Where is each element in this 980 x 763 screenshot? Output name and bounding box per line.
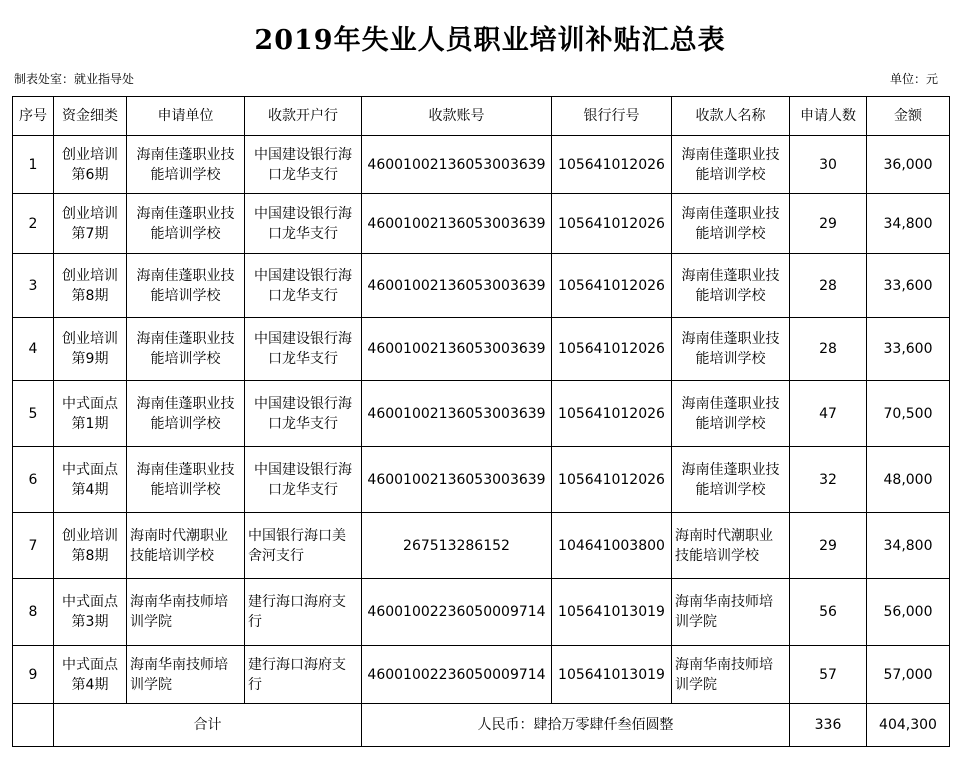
- row-count: 30: [790, 136, 867, 194]
- row-bank-code: 105641012026: [552, 381, 672, 447]
- table-row: [13, 579, 950, 646]
- table-row: [13, 447, 950, 513]
- row-account: 46001002236050009714: [362, 579, 552, 646]
- row-amount: 33,600: [867, 318, 950, 381]
- header-bank-code: 银行行号: [552, 97, 672, 136]
- row-applicant: 海南佳蓬职业技能培训学校: [127, 447, 245, 513]
- row-count: 28: [790, 318, 867, 381]
- prepared-by: 制表处室：就业指导处: [14, 72, 135, 86]
- row-amount: 34,800: [867, 513, 950, 579]
- row-applicant: 海南佳蓬职业技能培训学校: [127, 318, 245, 381]
- row-amount: 33,600: [867, 254, 950, 318]
- row-count: 57: [790, 646, 867, 704]
- row-bank-code: 105641012026: [552, 447, 672, 513]
- total-label: 合计: [54, 704, 362, 747]
- total-amount-words: 人民币：肆拾万零肆仟叁佰圆整: [362, 704, 790, 747]
- row-category: 创业培训 第6期: [54, 136, 127, 194]
- table-row: [13, 646, 950, 704]
- total-count: 336: [790, 704, 867, 747]
- table-row: [13, 318, 950, 381]
- row-count: 29: [790, 194, 867, 254]
- row-no: 3: [13, 254, 54, 318]
- row-account: 46001002236050009714: [362, 646, 552, 704]
- row-amount: 70,500: [867, 381, 950, 447]
- row-bank: 中国建设银行海口龙华支行: [245, 136, 362, 194]
- row-amount: 57,000: [867, 646, 950, 704]
- row-category: 创业培训 第7期: [54, 194, 127, 254]
- row-account: 46001002136053003639: [362, 136, 552, 194]
- row-applicant: 海南华南技师培训学院: [127, 646, 245, 704]
- row-count: 29: [790, 513, 867, 579]
- row-amount: 48,000: [867, 447, 950, 513]
- page-title: 2019年失业人员职业培训补贴汇总表: [254, 25, 726, 56]
- row-count: 32: [790, 447, 867, 513]
- row-payee: 海南佳蓬职业技能培训学校: [672, 318, 790, 381]
- total-row: [13, 704, 950, 747]
- total-amount: 404,300: [867, 704, 950, 747]
- row-account: 46001002136053003639: [362, 381, 552, 447]
- row-category: 创业培训 第8期: [54, 513, 127, 579]
- row-bank-code: 105641012026: [552, 254, 672, 318]
- table-header-row: [13, 97, 950, 136]
- row-no: 6: [13, 447, 54, 513]
- header-count: 申请人数: [790, 97, 867, 136]
- row-bank: 中国建设银行海口龙华支行: [245, 447, 362, 513]
- row-category: 创业培训 第9期: [54, 318, 127, 381]
- row-payee: 海南华南技师培训学院: [672, 579, 790, 646]
- row-applicant: 海南佳蓬职业技能培训学校: [127, 194, 245, 254]
- row-no: 8: [13, 579, 54, 646]
- row-bank: 中国建设银行海口龙华支行: [245, 194, 362, 254]
- row-no: 2: [13, 194, 54, 254]
- header-applicant: 申请单位: [127, 97, 245, 136]
- row-bank-code: 105641012026: [552, 318, 672, 381]
- row-amount: 36,000: [867, 136, 950, 194]
- row-bank: 中国建设银行海口龙华支行: [245, 318, 362, 381]
- row-no: 9: [13, 646, 54, 704]
- row-applicant: 海南佳蓬职业技能培训学校: [127, 136, 245, 194]
- header-category: 资金细类: [54, 97, 127, 136]
- table-row: [13, 254, 950, 318]
- row-no: 5: [13, 381, 54, 447]
- header-amount: 金额: [867, 97, 950, 136]
- row-bank: 建行海口海府支行: [245, 579, 362, 646]
- unit-label: 单位：元: [889, 72, 938, 86]
- row-bank: 中国建设银行海口龙华支行: [245, 254, 362, 318]
- row-amount: 56,000: [867, 579, 950, 646]
- row-category: 中式面点 第3期: [54, 579, 127, 646]
- table-row: [13, 194, 950, 254]
- table-row: [13, 136, 950, 194]
- row-bank-code: 105641013019: [552, 646, 672, 704]
- row-no: 7: [13, 513, 54, 579]
- header-bank: 收款开户行: [245, 97, 362, 136]
- row-bank-code: 104641003800: [552, 513, 672, 579]
- total-blank: [13, 704, 54, 747]
- row-no: 4: [13, 318, 54, 381]
- row-account: 46001002136053003639: [362, 254, 552, 318]
- row-payee: 海南佳蓬职业技能培训学校: [672, 136, 790, 194]
- table-row: [13, 381, 950, 447]
- row-applicant: 海南佳蓬职业技能培训学校: [127, 254, 245, 318]
- row-applicant: 海南佳蓬职业技能培训学校: [127, 381, 245, 447]
- row-bank-code: 105641012026: [552, 194, 672, 254]
- row-bank-code: 105641012026: [552, 136, 672, 194]
- row-bank: 建行海口海府支行: [245, 646, 362, 704]
- row-payee: 海南佳蓬职业技能培训学校: [672, 447, 790, 513]
- row-count: 56: [790, 579, 867, 646]
- subsidy-table: [12, 96, 950, 747]
- row-bank: 中国银行海口美舍河支行: [245, 513, 362, 579]
- row-bank-code: 105641013019: [552, 579, 672, 646]
- row-applicant: 海南华南技师培训学院: [127, 579, 245, 646]
- row-applicant: 海南时代潮职业技能培训学校: [127, 513, 245, 579]
- row-count: 47: [790, 381, 867, 447]
- row-payee: 海南时代潮职业技能培训学校: [672, 513, 790, 579]
- header-account: 收款账号: [362, 97, 552, 136]
- row-account: 267513286152: [362, 513, 552, 579]
- row-payee: 海南佳蓬职业技能培训学校: [672, 254, 790, 318]
- header-no: 序号: [13, 97, 54, 136]
- row-account: 46001002136053003639: [362, 318, 552, 381]
- row-account: 46001002136053003639: [362, 447, 552, 513]
- table-row: [13, 513, 950, 579]
- row-category: 中式面点 第1期: [54, 381, 127, 447]
- header-payee: 收款人名称: [672, 97, 790, 136]
- row-count: 28: [790, 254, 867, 318]
- row-no: 1: [13, 136, 54, 194]
- row-bank: 中国建设银行海口龙华支行: [245, 381, 362, 447]
- row-category: 中式面点 第4期: [54, 646, 127, 704]
- row-category: 中式面点 第4期: [54, 447, 127, 513]
- row-account: 46001002136053003639: [362, 194, 552, 254]
- row-category: 创业培训 第8期: [54, 254, 127, 318]
- row-payee: 海南佳蓬职业技能培训学校: [672, 381, 790, 447]
- row-payee: 海南佳蓬职业技能培训学校: [672, 194, 790, 254]
- row-payee: 海南华南技师培训学院: [672, 646, 790, 704]
- row-amount: 34,800: [867, 194, 950, 254]
